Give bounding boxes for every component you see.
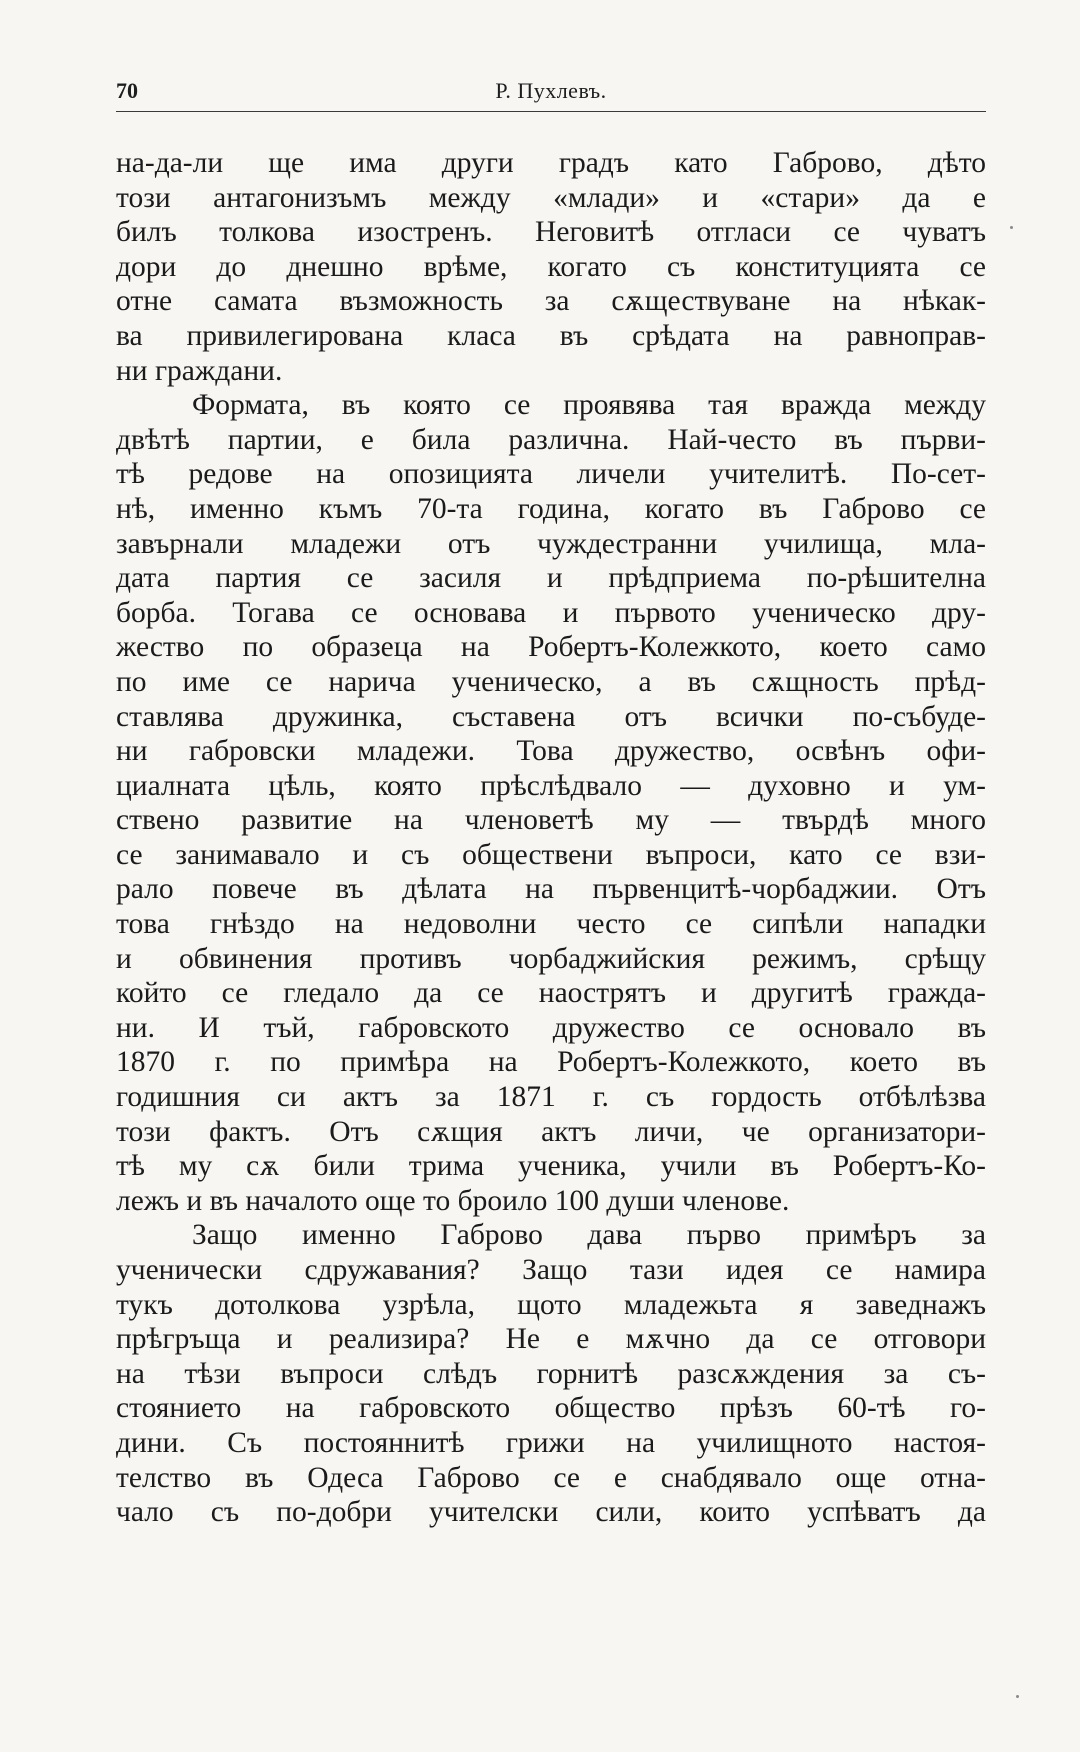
text-line: тѣ му сѫ били трима ученика, учили въ Робертъ-Ко-	[116, 1150, 986, 1183]
text-line: дори до днешно врѣме, когато съ конституцията се	[116, 250, 986, 283]
text-line: и обвинения противъ чорбаджийския режимъ, срѣщу	[116, 942, 986, 975]
text-line: циалната цѣль, която прѣслѣдвало — духовно и ум-	[116, 769, 986, 802]
paper-speck	[1016, 1695, 1019, 1698]
text-line: билъ толкова изостренъ. Неговитѣ отгласи се чуватъ	[116, 216, 986, 249]
text-line: ни габровски младежи. Това дружество, освѣнъ офи-	[116, 735, 986, 768]
text-line: завърнали младежи отъ чуждестранни училища, мла-	[116, 527, 986, 560]
text-line: годишния си актъ за 1871 г. съ гордость отбѣлѣзва	[116, 1081, 986, 1114]
text-line: дини. Съ постояннитѣ грижи на училищното настоя-	[116, 1426, 986, 1459]
text-line: по име се нарича ученическо, а въ сѫщность прѣд-	[116, 665, 986, 698]
text-line: на тѣзи въпроси слѣдъ горнитѣ разсѫждения за съ-	[116, 1357, 986, 1390]
text-line: ни. И тъй, габровското дружество се основало въ	[116, 1011, 986, 1044]
text-line: ученически сдружавания? Защо тази идея се намира	[116, 1254, 986, 1286]
text-line: 1870 г. по примѣра на Робертъ-Колежкото, което въ	[116, 1046, 986, 1079]
page-header	[116, 76, 986, 106]
header-rule	[116, 111, 986, 112]
text-line: борба. Тогава се основава и първото ученическо дру-	[116, 596, 986, 629]
text-line: рало повече въ дѣлата на първенцитѣ-чорбаджии. Отъ	[116, 873, 986, 906]
text-line: двѣтѣ партии, е била различна. Най-често въ първи-	[116, 423, 986, 456]
text-line: телство въ Одеса Габрово се е снабдявало още отна-	[116, 1461, 986, 1494]
text-line: прѣгръща и реализира? Не е мѫчно да се отговори	[116, 1323, 986, 1356]
page-number: 70	[116, 78, 138, 103]
body-text	[116, 146, 986, 1530]
text-line: Защо именно Габрово дава първо примѣръ за	[192, 1219, 986, 1252]
text-line: се занимавало и съ обществени въпроси, като се взи-	[116, 838, 986, 871]
text-line: който се гледало да се наострятъ и другитѣ гражда-	[116, 977, 986, 1010]
text-line: лежъ и въ началото още то броило 100 души членове.	[116, 1184, 790, 1217]
text-line: ни граждани.	[116, 354, 283, 387]
text-line: стоянието на габровското общество прѣзъ 60-тѣ го-	[116, 1392, 986, 1425]
text-line: този антагонизъмъ между «млади» и «стари» да е	[116, 181, 986, 214]
text-line: Формата, въ която се проявява тая вражда между	[192, 389, 986, 422]
text-line: отне самата възможность за сѫществуване на нѣкак-	[116, 285, 986, 318]
text-line: тѣ редове на опозицията личели учителитѣ. По-сет-	[116, 458, 986, 491]
text-line: дата партия се засиля и прѣдприема по-рѣшителна	[116, 562, 986, 595]
text-line: ва привилегирована класа въ срѣдата на равноправ-	[116, 319, 986, 352]
text-line: на-да-ли ще има други градъ като Габрово, дѣто	[116, 147, 986, 179]
running-head: Р. Пухлевъ.	[495, 78, 607, 103]
text-line: това гнѣздо на недоволни често се сипѣли нападки	[116, 908, 986, 941]
text-line: тукъ дотолкова узрѣла, щото младежьта я заведнажъ	[116, 1288, 986, 1321]
text-line: ствено развитие на членоветѣ му — твърдѣ много	[116, 804, 986, 837]
text-line: чало съ по-добри учителски сили, които успѣватъ да	[116, 1496, 986, 1529]
paper-speck	[1010, 226, 1013, 229]
text-line: този фактъ. Отъ сѫщия актъ личи, че организатори-	[116, 1115, 986, 1148]
text-line: нѣ, именно къмъ 70-та година, когато въ Габрово се	[116, 492, 986, 525]
text-line: жество по образеца на Робертъ-Колежкото, което само	[116, 631, 986, 664]
text-line: ставлява дружинка, съставена отъ всички по-събуде-	[116, 700, 986, 733]
